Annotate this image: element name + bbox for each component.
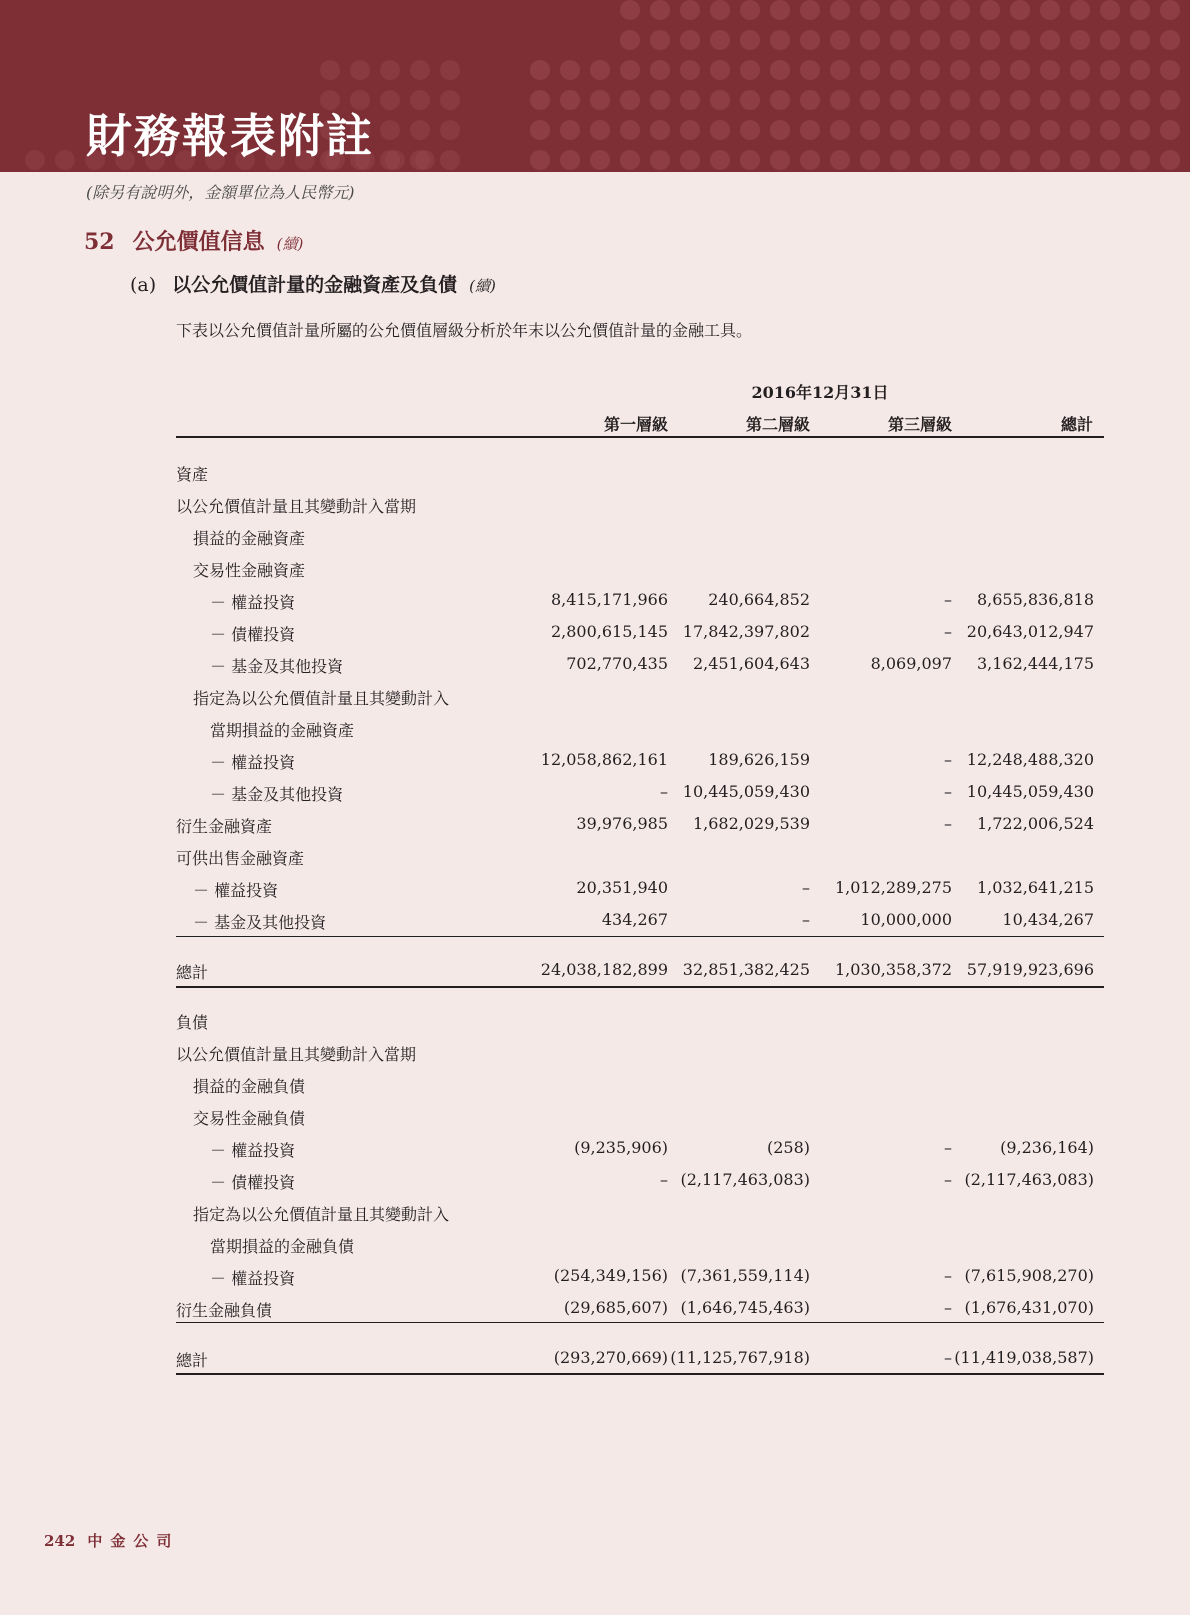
banner-dot [410,120,430,140]
banner-dot [1040,90,1060,110]
row-label: 衍生金融負債 [176,1301,273,1320]
banner-dot [740,30,760,50]
cell-level2: 17,842,397,802 [682,622,810,641]
cell-level3: – [944,782,952,801]
subsection-heading [130,270,496,297]
banner-dot [440,60,460,80]
banner-dot [920,90,940,110]
column-header-level1: 第一層級 [603,415,668,434]
banner-dot [800,120,820,140]
banner-dot [950,0,970,20]
intro-paragraph: 下表以公允價值計量所屬的公允價值層級分析於年末以公允價值計量的金融工具。 [176,321,753,340]
banner-dot [980,120,1000,140]
row-label: 資產 [176,465,209,484]
cell-level3: – [944,1348,952,1367]
row-label: 損益的金融資產 [193,529,306,548]
banner-dot [800,0,820,20]
banner-dot [650,90,670,110]
subsection-continued: (續) [469,277,496,295]
banner-dot [1070,0,1090,20]
cell-level3: – [944,1266,952,1285]
banner-dot [320,60,340,80]
banner-dot [620,60,640,80]
banner-dot [950,120,970,140]
unit-note: (除另有說明外，金額單位為人民幣元) [86,183,355,202]
banner-dot [980,90,1000,110]
banner-dot [1100,0,1120,20]
banner-dot [920,150,940,170]
cell-total: (9,236,164) [1000,1138,1094,1157]
cell-level2: – [802,878,810,897]
table-date-header: 2016年12月31日 [751,383,889,402]
total-row-label: 總計 [176,1351,209,1370]
banner-dot [680,0,700,20]
cell-level3: 10,000,000 [860,910,952,929]
header-banner [0,0,1190,172]
banner-dot [1130,120,1150,140]
cell-level1: 24,038,182,899 [540,960,668,979]
subsection-title: 以公允價值計量的金融資產及負債 [172,274,458,296]
banner-dot [1130,60,1150,80]
cell-total: 3,162,444,175 [976,654,1094,673]
table-rule [176,1373,1104,1375]
banner-dot [680,30,700,50]
banner-dot [740,150,760,170]
banner-dot [980,0,1000,20]
cell-level1: (254,349,156) [553,1266,668,1285]
cell-total: (7,615,908,270) [964,1266,1094,1285]
cell-level1: – [660,782,668,801]
footer [44,1530,179,1551]
banner-dot [380,90,400,110]
cell-total: 1,722,006,524 [976,814,1094,833]
banner-dot [1040,150,1060,170]
banner-dot [55,150,75,170]
banner-dot [830,120,850,140]
cell-level2: 1,682,029,539 [692,814,810,833]
row-label: － 權益投資 [210,593,296,612]
cell-total: 10,434,267 [1002,910,1094,929]
table-rule [176,986,1104,988]
cell-level2: (2,117,463,083) [680,1170,810,1189]
row-label: 以公允價值計量且其變動計入當期 [176,1045,417,1064]
subsection-letter: (a) [130,274,157,296]
banner-dot [710,60,730,80]
cell-level3: – [944,1298,952,1317]
banner-dot [440,150,460,170]
banner-dot [950,30,970,50]
banner-dot [590,60,610,80]
banner-dot [650,0,670,20]
banner-dot [1040,120,1060,140]
banner-dot [860,150,880,170]
cell-level1: 2,800,615,145 [550,622,668,641]
banner-dot [25,150,45,170]
banner-dot [1160,0,1180,20]
company-name: 中金公司 [87,1532,180,1550]
banner-dot [620,120,640,140]
row-label: 衍生金融資產 [176,817,273,836]
banner-dot [1160,60,1180,80]
banner-dot [1070,60,1090,80]
banner-dot [680,120,700,140]
banner-dot [380,60,400,80]
banner-dot [830,150,850,170]
section-number: 52 [84,229,115,255]
banner-dot [1130,30,1150,50]
row-label: 當期損益的金融資產 [210,721,355,740]
banner-dot [560,90,580,110]
cell-level1: (293,270,669) [553,1348,668,1367]
banner-dot [710,0,730,20]
cell-level3: – [944,750,952,769]
banner-dot [710,120,730,140]
cell-level2: 10,445,059,430 [682,782,810,801]
cell-level3: – [944,1170,952,1189]
row-label: 指定為以公允價值計量且其變動計入 [193,689,450,708]
banner-dot [890,150,910,170]
banner-dot [650,60,670,80]
cell-level1: 20,351,940 [576,878,668,897]
banner-dot [830,60,850,80]
banner-dot [950,150,970,170]
banner-dot [590,90,610,110]
row-label: － 債權投資 [210,1173,296,1192]
row-label: 當期損益的金融負債 [210,1237,355,1256]
banner-dot [950,60,970,80]
banner-dot [440,120,460,140]
banner-dot [590,120,610,140]
banner-dot [860,30,880,50]
banner-dot [1130,0,1150,20]
row-label: － 權益投資 [210,1141,296,1160]
cell-level3: – [944,1138,952,1157]
cell-level2: (1,646,745,463) [680,1298,810,1317]
banner-dot [440,90,460,110]
banner-dot [680,150,700,170]
banner-dot [770,60,790,80]
cell-level2: (258) [766,1138,810,1157]
banner-dot [770,0,790,20]
cell-level1: 8,415,171,966 [550,590,668,609]
banner-dot [1040,0,1060,20]
row-label: － 權益投資 [210,753,296,772]
cell-level2: – [802,910,810,929]
banner-dot [920,120,940,140]
banner-dot [380,120,400,140]
header-rule [176,436,1104,438]
banner-dot [770,30,790,50]
row-label: 損益的金融負債 [193,1077,306,1096]
row-label: 交易性金融資產 [193,561,306,580]
column-header-total: 總計 [1060,415,1093,434]
banner-dot [800,150,820,170]
banner-dot [620,150,640,170]
banner-dot [530,90,550,110]
banner-dot [1070,30,1090,50]
banner-dot [530,150,550,170]
banner-dot [1100,30,1120,50]
banner-dot [650,30,670,50]
banner-dot [830,90,850,110]
row-label: － 權益投資 [210,1269,296,1288]
banner-dot [740,90,760,110]
banner-dot [410,90,430,110]
cell-total: (11,419,038,587) [954,1348,1094,1367]
banner-dot [950,90,970,110]
cell-level1: 434,267 [601,910,668,929]
banner-dot [560,60,580,80]
cell-total: (1,676,431,070) [964,1298,1094,1317]
section-title: 公允價值信息 [132,229,265,255]
cell-level1: (29,685,607) [563,1298,668,1317]
cell-level2: 32,851,382,425 [682,960,810,979]
table-rule [176,1322,1104,1323]
banner-dot [1100,150,1120,170]
banner-dot [620,30,640,50]
banner-dot [680,60,700,80]
cell-level3: 1,030,358,372 [834,960,952,979]
cell-level2: 240,664,852 [708,590,810,609]
banner-dot [800,30,820,50]
cell-level3: 8,069,097 [870,654,952,673]
banner-dot [1010,150,1030,170]
cell-total: 8,655,836,818 [976,590,1094,609]
column-header-level3: 第三層級 [887,415,952,434]
banner-dot [890,30,910,50]
cell-total: 12,248,488,320 [966,750,1094,769]
banner-dot [1040,30,1060,50]
banner-dot [1160,90,1180,110]
banner-dot [1010,120,1030,140]
cell-level1: (9,235,906) [574,1138,668,1157]
cell-level3: – [944,814,952,833]
cell-level1: 39,976,985 [576,814,668,833]
banner-dot [860,90,880,110]
banner-dot [560,120,580,140]
banner-dot [350,60,370,80]
cell-total: (2,117,463,083) [964,1170,1094,1189]
banner-dot [800,90,820,110]
banner-dot [1130,90,1150,110]
banner-dot [980,30,1000,50]
banner-dot [740,60,760,80]
banner-dot [530,120,550,140]
row-label: － 基金及其他投資 [193,913,327,932]
cell-level2: (11,125,767,918) [670,1348,810,1367]
banner-dot [830,0,850,20]
banner-dot [830,30,850,50]
row-label: 負債 [176,1013,209,1032]
banner-dot [920,60,940,80]
banner-dot [1100,90,1120,110]
cell-level2: (7,361,559,114) [680,1266,810,1285]
cell-level1: – [660,1170,668,1189]
banner-dot [1070,120,1090,140]
row-label: 交易性金融負債 [193,1109,306,1128]
banner-dot [620,90,640,110]
banner-dot [415,150,435,170]
banner-dot [770,120,790,140]
banner-dot [890,90,910,110]
banner-dot [710,90,730,110]
banner-dot [1070,150,1090,170]
banner-dot [650,120,670,140]
cell-level3: – [944,590,952,609]
cell-total: 20,643,012,947 [966,622,1094,641]
banner-dot [1010,90,1030,110]
banner-dot [620,0,640,20]
banner-dot [590,150,610,170]
banner-dot [1130,150,1150,170]
banner-dot [1040,60,1060,80]
table-rule [176,936,1104,937]
cell-level3: – [944,622,952,641]
total-row-label: 總計 [176,963,209,982]
row-label: － 基金及其他投資 [210,785,344,804]
section-heading [84,225,303,256]
banner-dot [710,150,730,170]
banner-dot [1160,120,1180,140]
banner-dot [530,60,550,80]
row-label: 以公允價值計量且其變動計入當期 [176,497,417,516]
banner-dot [680,90,700,110]
banner-dot [770,90,790,110]
banner-dot [740,120,760,140]
row-label: － 債權投資 [210,625,296,644]
banner-dot [770,150,790,170]
banner-dot [385,150,405,170]
banner-dot [710,30,730,50]
banner-dot [980,60,1000,80]
banner-dot [860,120,880,140]
row-label: 可供出售金融資產 [176,849,305,868]
row-label: － 權益投資 [193,881,279,900]
banner-dot [980,150,1000,170]
cell-level1: 702,770,435 [566,654,668,673]
cell-total: 1,032,641,215 [976,878,1094,897]
banner-dot [1160,150,1180,170]
cell-level3: 1,012,289,275 [834,878,952,897]
banner-dot [560,150,580,170]
page-number: 242 [44,1532,76,1550]
banner-dot [920,30,940,50]
banner-dot [1160,30,1180,50]
banner-dot [650,150,670,170]
cell-level2: 189,626,159 [708,750,810,769]
banner-dot [1100,60,1120,80]
banner-dot [740,0,760,20]
banner-dot [890,60,910,80]
banner-dot [1100,120,1120,140]
banner-dot [920,0,940,20]
banner-dot [1010,0,1030,20]
banner-dot [410,60,430,80]
banner-dot [1010,60,1030,80]
cell-level1: 12,058,862,161 [540,750,668,769]
row-label: 指定為以公允價值計量且其變動計入 [193,1205,450,1224]
banner-dot [800,60,820,80]
section-continued: (續) [276,235,304,253]
banner-dot [1010,30,1030,50]
banner-dot [1070,90,1090,110]
page-title: 財務報表附註 [86,109,374,163]
banner-dot [860,0,880,20]
banner-dot [890,120,910,140]
row-label: － 基金及其他投資 [210,657,344,676]
cell-total: 57,919,923,696 [966,960,1094,979]
column-header-level2: 第二層級 [745,415,810,434]
banner-dot [890,0,910,20]
cell-total: 10,445,059,430 [966,782,1094,801]
banner-dot [860,60,880,80]
cell-level2: 2,451,604,643 [692,654,810,673]
